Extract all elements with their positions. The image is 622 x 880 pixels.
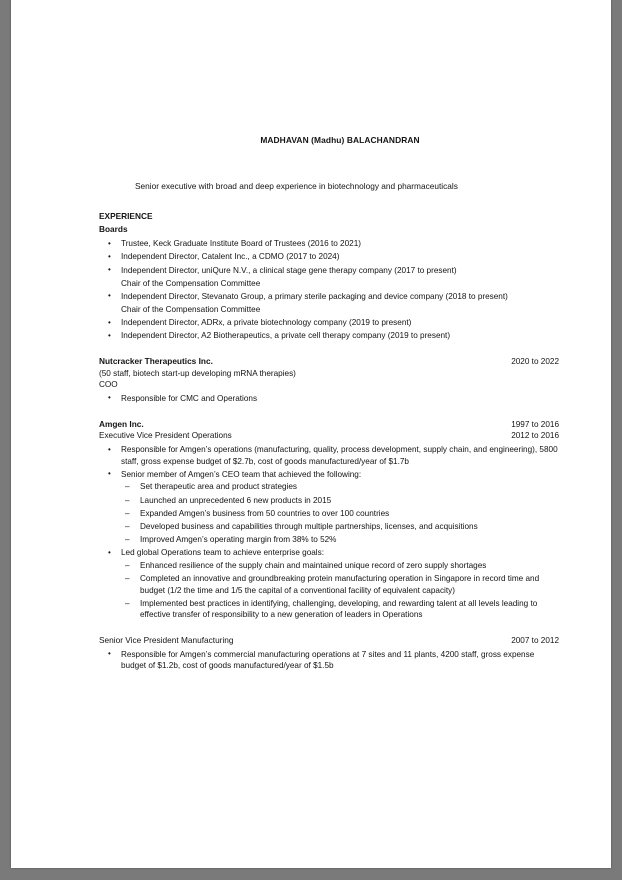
job-description: (50 staff, biotech start-up developing mRNA therapies)	[99, 368, 296, 378]
sub-list-item: – Set therapeutic area and product strategies	[121, 481, 559, 493]
list-item: • Independent Director, ADRx, a private biotechnology company (2019 to present)	[99, 317, 559, 329]
list-item-continuation: Chair of the Compensation Committee	[121, 304, 261, 314]
list-item: • Trustee, Keck Graduate Institute Board of Trustees (2016 to 2021)	[99, 238, 559, 250]
sub-list-item: – Completed an innovative and groundbreaking protein manufacturing operation in Singapore in record time and budget (1/2 the time and 1/5 the capital of a conventional facility of equivalent capacity)	[121, 573, 559, 596]
job-header	[99, 419, 559, 431]
list-item	[99, 469, 559, 546]
list-item-text: Led global Operations team to achieve enterprise goals:	[121, 548, 324, 558]
job-role-row	[99, 430, 559, 442]
tagline: Senior executive with broad and deep experience in biotechnology and pharmaceuticals	[135, 180, 458, 191]
sub-list-item: – Launched an unprecedented 6 new products in 2015	[121, 495, 559, 507]
job-bullets	[99, 649, 559, 672]
sub-list-item: – Developed business and capabilities through multiple partnerships, licenses, and acquisitions	[121, 521, 559, 533]
list-item: • Responsible for Amgen’s operations (manufacturing, quality, process development, supply chain, and engineering), 5800 staff, gross expense budget of $2.7b, cost of goods manufactured/year of $1.7b	[99, 444, 559, 467]
sub-list-item: – Improved Amgen’s operating margin from 38% to 52%	[121, 534, 559, 546]
job-entry-amgen	[99, 419, 559, 621]
list-item: • Independent Director, Catalent Inc., a CDMO (2017 to 2024)	[99, 251, 559, 263]
job-role: COO	[99, 380, 118, 390]
job-entry-nutcracker	[99, 356, 559, 405]
job-bullets	[99, 444, 559, 621]
sub-list-item: – Implemented best practices in identifying, challenging, developing, and rewarding talent at all levels leading to effective transfer of responsibility to a new generation of leaders in Operations	[121, 598, 559, 621]
job-role-dates: 2012 to 2016	[511, 431, 559, 441]
job-company: Amgen Inc.	[99, 418, 144, 429]
job-header	[99, 635, 559, 647]
sub-list	[121, 560, 559, 621]
job-entry-amgen-svp	[99, 635, 559, 672]
list-item: • Independent Director, Stevanato Group, a primary sterile packaging and device company (2018 to present)	[99, 291, 559, 303]
job-header	[99, 356, 559, 368]
job-dates: 1997 to 2016	[511, 419, 559, 429]
job-role: Senior Vice President Manufacturing	[99, 634, 234, 645]
subsection-heading-boards: Boards	[99, 224, 128, 235]
boards-list	[99, 238, 559, 342]
job-dates: 2020 to 2022	[511, 356, 559, 366]
job-dates: 2007 to 2012	[511, 635, 559, 645]
job-bullets	[99, 393, 559, 405]
list-item: • Independent Director, uniQure N.V., a clinical stage gene therapy company (2017 to present)	[99, 265, 559, 277]
list-item	[99, 547, 559, 621]
sub-list-item: – Expanded Amgen’s business from 50 countries to over 100 countries	[121, 508, 559, 520]
page-title: MADHAVAN (Madhu) BALACHANDRAN	[260, 135, 420, 145]
document-page	[11, 0, 611, 868]
list-item: • Responsible for CMC and Operations	[99, 393, 559, 405]
list-item: • Independent Director, A2 Biotherapeutics, a private cell therapy company (2019 to present)	[99, 330, 559, 342]
list-item-text: Senior member of Amgen’s CEO team that achieved the following:	[121, 469, 362, 479]
list-item: • Responsible for Amgen’s commercial manufacturing operations at 7 sites and 11 plants, 4200 staff, gross expense budget of $1.2b, cost of goods manufactured/year of $1.5b	[99, 649, 559, 672]
sub-list	[121, 481, 559, 545]
job-role: Executive Vice President Operations	[99, 431, 232, 441]
list-item-continuation: Chair of the Compensation Committee	[121, 278, 261, 288]
sub-list-item: – Enhanced resilience of the supply chain and maintained unique record of zero supply shortages	[121, 560, 559, 572]
document-body	[11, 0, 611, 868]
section-heading-experience: EXPERIENCE	[99, 210, 153, 221]
job-company: Nutcracker Therapeutics Inc.	[99, 355, 213, 366]
